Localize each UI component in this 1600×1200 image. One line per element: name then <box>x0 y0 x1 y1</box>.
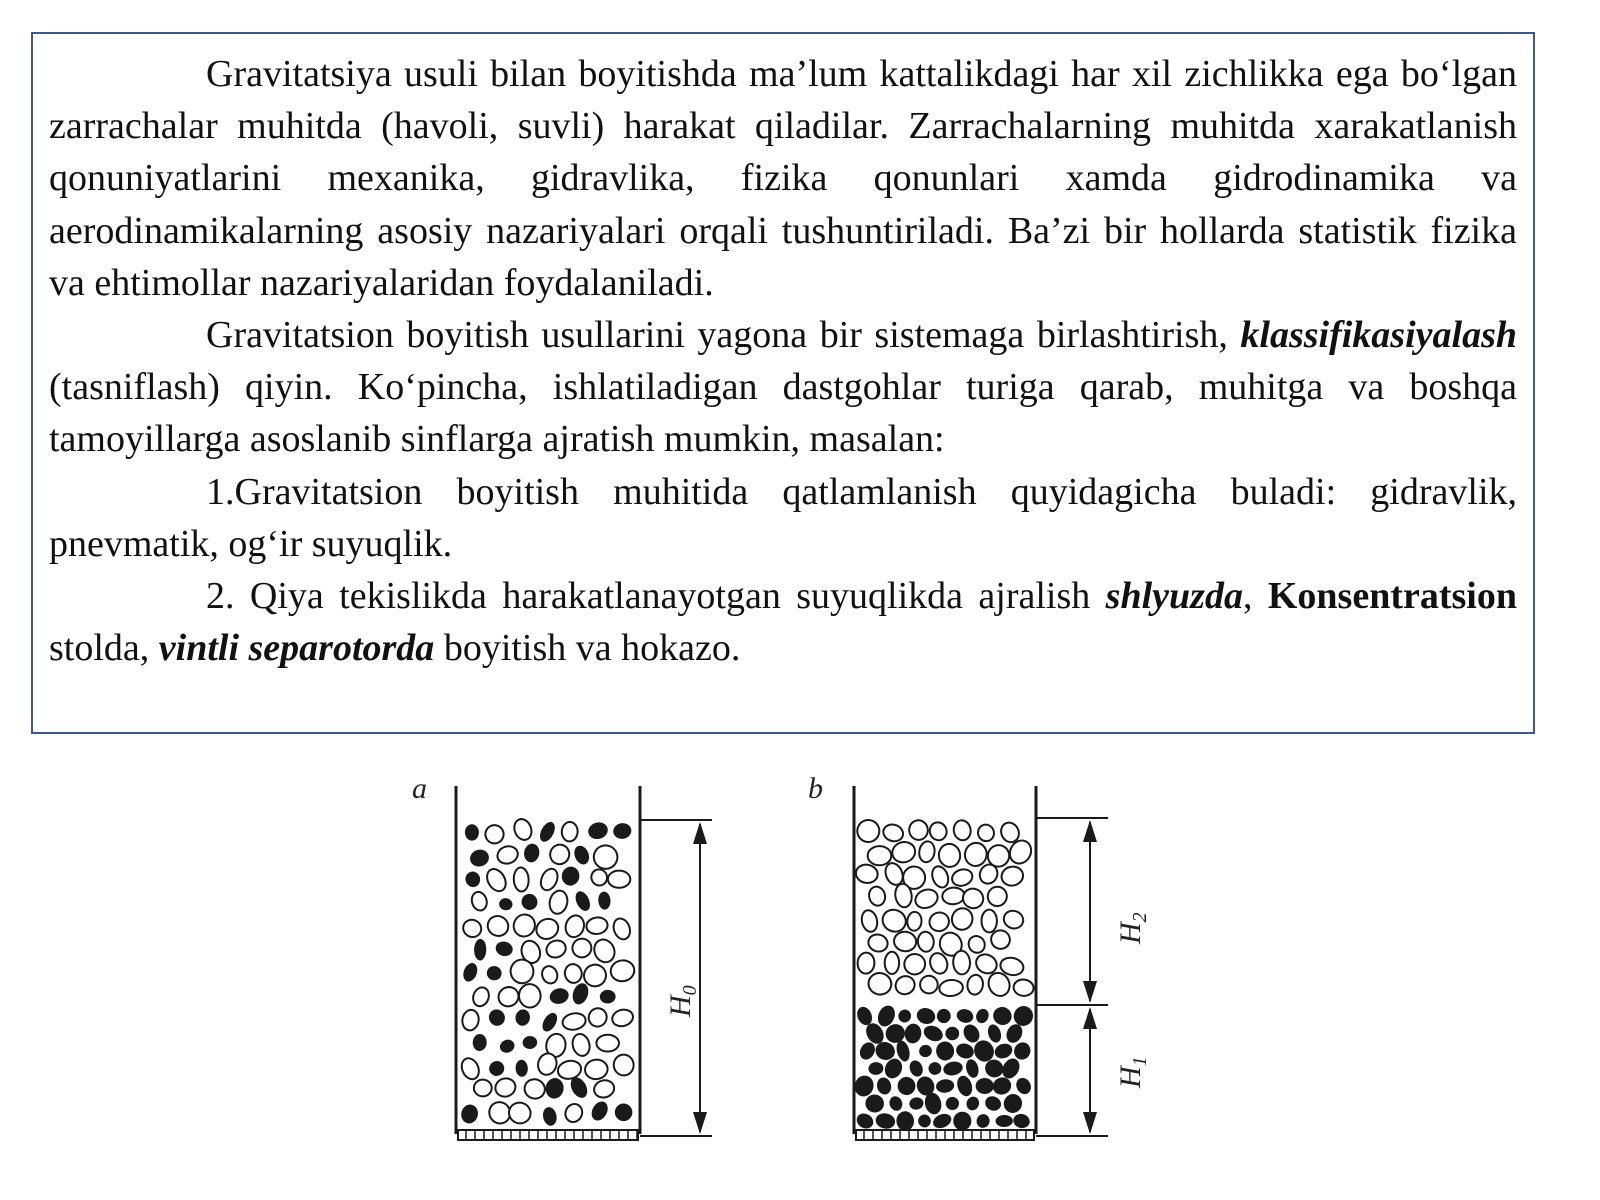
heavy-particle <box>954 1041 976 1061</box>
heavy-particle <box>1013 1075 1033 1096</box>
light-particle <box>547 842 572 867</box>
light-particle <box>518 984 541 1008</box>
heavy-particle <box>945 1027 959 1041</box>
panel-b-letter: b <box>808 772 823 805</box>
heavy-particle <box>888 1094 905 1112</box>
dim-b-upper-arrow-up <box>1083 820 1097 842</box>
light-particle <box>611 916 633 941</box>
heavy-particle <box>572 844 592 867</box>
light-particle <box>471 985 492 1008</box>
heavy-particle <box>986 1023 1004 1045</box>
heavy-particle <box>515 1059 528 1077</box>
heavy-particle <box>461 961 480 984</box>
text-run: stolda, <box>49 627 159 670</box>
light-particle <box>510 911 538 940</box>
heavy-particle <box>927 1060 943 1076</box>
light-particle <box>893 973 918 997</box>
bold-italic-term: shlyuzda <box>1105 575 1243 618</box>
heavy-particle <box>875 1076 893 1096</box>
heavy-particle <box>874 1112 896 1131</box>
heavy-particle <box>854 1111 876 1132</box>
heavy-particle <box>1012 1112 1031 1129</box>
heavy-particle <box>896 1111 914 1131</box>
light-particle <box>513 867 529 892</box>
dim-b-upper-label: $H_2$ <box>1114 912 1151 944</box>
light-particle <box>929 864 951 890</box>
light-particle <box>483 823 506 846</box>
vessel-a-sieve <box>458 1130 638 1140</box>
heavy-particle <box>460 1103 480 1125</box>
paragraph <box>49 466 1517 570</box>
heavy-particle <box>975 1078 994 1095</box>
light-particle <box>854 863 879 885</box>
heavy-particle <box>916 1113 932 1129</box>
light-particle <box>893 931 917 953</box>
heavy-particle <box>955 1074 975 1098</box>
light-particle <box>966 974 984 996</box>
heavy-particle <box>1001 1091 1025 1115</box>
light-particle <box>570 1032 592 1058</box>
heavy-particle <box>598 891 611 910</box>
dim-b-lower-arrow-down <box>1083 1112 1097 1134</box>
light-particle <box>459 1055 482 1081</box>
dim-a-arrow-up <box>693 822 707 844</box>
light-particle <box>908 819 929 841</box>
light-particle <box>563 963 583 985</box>
light-particle <box>1001 908 1025 931</box>
bold-italic-term: klassifikasiyalash <box>1240 314 1517 357</box>
light-particle <box>511 817 534 843</box>
light-particle <box>544 938 568 960</box>
light-particle <box>610 1007 634 1028</box>
text-run: boyitish va hokazo. <box>434 627 741 670</box>
heavy-particle <box>936 1008 951 1023</box>
heavy-particle <box>983 1094 1004 1114</box>
stratification-figure <box>400 772 1160 1172</box>
light-particle <box>919 974 939 994</box>
heavy-particle <box>935 1078 955 1094</box>
paragraph <box>49 570 1517 674</box>
light-particle <box>585 916 608 935</box>
panel-a <box>412 772 712 1140</box>
light-particle <box>937 842 962 868</box>
light-particle <box>483 866 509 895</box>
heavy-particle <box>964 1058 980 1079</box>
vessel-a-particles <box>459 817 636 1128</box>
heavy-particle <box>612 822 632 840</box>
light-particle <box>866 932 889 954</box>
text-run: , <box>1242 575 1268 618</box>
light-particle <box>562 1101 585 1125</box>
light-particle <box>867 885 887 907</box>
heavy-particle <box>573 889 593 913</box>
light-particle <box>927 910 952 934</box>
dim-a-arrow-down <box>693 1112 707 1134</box>
light-particle <box>854 817 882 845</box>
light-particle <box>596 1035 619 1052</box>
light-particle <box>866 971 893 997</box>
light-particle <box>952 819 972 842</box>
light-particle <box>495 844 520 866</box>
light-particle <box>953 950 971 974</box>
text-box <box>31 32 1535 734</box>
figure-svg <box>400 772 1160 1172</box>
light-particle <box>556 1059 583 1081</box>
text-run: (tasniflash) qiyin. Ko‘pincha, ishlatiladigan dastgohlar turiga qarab, muhitga va boshqa tamoyillarga asoslanib sinflarga ajratish mumkin, masalan: <box>49 366 1517 461</box>
heavy-particle <box>944 1095 961 1112</box>
light-particle <box>966 933 988 956</box>
light-particle <box>982 910 997 933</box>
heavy-particle <box>468 847 491 868</box>
light-particle <box>917 931 934 952</box>
panel-a-letter: a <box>412 772 427 805</box>
light-particle <box>569 935 595 960</box>
light-particle <box>586 1005 610 1029</box>
bold-italic-term: vintli separotorda <box>158 627 435 670</box>
heavy-particle <box>498 1038 516 1055</box>
light-particle <box>860 909 880 934</box>
light-particle <box>563 913 587 939</box>
paragraph <box>49 48 1517 309</box>
heavy-particle <box>600 990 616 1004</box>
light-particle <box>885 952 899 974</box>
light-particle <box>939 979 964 997</box>
heavy-particle <box>990 1004 1015 1028</box>
light-particle <box>868 846 892 865</box>
text-run: Gravitatsiya usuli bilan boyitishda ma’lum kattalikdagi har xil zichlikka ega bo‘lgan zarrachalar muhitda (havoli, suvli) harakat qiladilar. Zarrachalarning muhitda xarakatlanish qonuniyatlarini mexanika, gidravlika, fizika qonunlari xamda gidrodinamika va aerodinamikalarning asosiy nazariyalari orqali tushuntiriladi. Ba’zi bir hollarda statistik fizika va ehtimollar nazariyalaridan foydalaniladi. <box>49 53 1517 304</box>
light-particle <box>493 1076 517 1099</box>
heavy-particle <box>908 1096 924 1110</box>
heavy-particle <box>917 1043 933 1059</box>
heavy-particle <box>464 870 483 889</box>
light-particle <box>533 915 561 942</box>
text-run: 2. Qiya tekislikda harakatlanayotgan suyuqlikda ajralish <box>206 575 1106 618</box>
heavy-particle <box>544 1077 565 1100</box>
heavy-particle <box>935 1040 956 1062</box>
dim-b-upper-arrow-down <box>1083 981 1097 1003</box>
light-particle <box>913 886 941 911</box>
light-particle <box>1013 978 1035 997</box>
heavy-particle <box>486 1006 508 1028</box>
heavy-particle <box>541 1106 558 1127</box>
light-particle <box>927 820 949 843</box>
heavy-particle <box>868 1061 884 1075</box>
heavy-particle <box>514 1008 531 1027</box>
light-particle <box>590 842 621 873</box>
light-particle <box>522 1076 548 1101</box>
light-particle <box>507 1100 533 1126</box>
light-particle <box>589 867 610 888</box>
light-particle <box>461 1009 481 1032</box>
heavy-particle <box>953 1112 971 1131</box>
heavy-particle <box>494 940 514 958</box>
light-particle <box>976 822 997 843</box>
heavy-particle <box>896 1007 913 1024</box>
heavy-particle <box>486 1058 507 1078</box>
heavy-particle <box>560 865 581 887</box>
heavy-particle <box>485 964 503 982</box>
heavy-particle <box>975 1113 991 1130</box>
heavy-particle <box>995 1115 1013 1127</box>
light-particle <box>460 917 484 940</box>
heavy-particle <box>586 820 610 841</box>
paragraph <box>49 309 1517 466</box>
light-particle <box>963 841 989 868</box>
heavy-particle <box>472 1034 487 1051</box>
heavy-particle <box>474 939 487 961</box>
vessel-b-sieve <box>856 1130 1034 1140</box>
light-particle <box>470 890 489 912</box>
heavy-particle <box>522 1035 538 1049</box>
heavy-particle <box>864 1093 886 1114</box>
heavy-particle <box>537 820 558 845</box>
light-particle <box>591 936 618 965</box>
heavy-particle <box>974 1007 991 1025</box>
text-run: Gravitatsion boyitish usullarini yagona bir sistemaga birlashtirish, <box>206 314 1241 357</box>
light-particle <box>918 840 936 863</box>
heavy-particle <box>548 986 571 1006</box>
heavy-particle <box>519 891 541 913</box>
dim-b-lower-arrow-up <box>1083 1007 1097 1029</box>
light-particle <box>1000 865 1025 888</box>
heavy-particle <box>921 1023 945 1044</box>
text-run: 1.Gravitatsion boyitish muhitida qatlamlanish quyidagicha buladi: gidravlik, pnevmatik, og‘ir suyuqlik. <box>49 470 1517 565</box>
light-particle <box>592 1078 616 1100</box>
light-particle <box>942 887 966 905</box>
light-particle <box>949 906 975 932</box>
sieve-frame <box>458 1130 638 1140</box>
heavy-particle <box>612 1101 634 1123</box>
heavy-particle <box>540 1010 561 1034</box>
light-particle <box>547 889 569 916</box>
heavy-particle <box>588 1099 611 1124</box>
heavy-particle <box>465 824 479 840</box>
heavy-particle <box>907 1058 925 1078</box>
heavy-particle <box>498 897 513 911</box>
heavy-particle <box>955 1007 975 1024</box>
light-particle <box>907 911 923 931</box>
light-particle <box>857 952 875 974</box>
light-particle <box>561 1011 587 1031</box>
light-particle <box>584 1058 609 1080</box>
bold-term: Konsentratsion <box>1267 575 1517 618</box>
dim-a-label: $H_0$ <box>664 985 701 1017</box>
heavy-particle <box>993 1041 1015 1061</box>
light-particle <box>950 867 975 889</box>
light-particle <box>561 822 578 842</box>
light-particle <box>538 866 561 893</box>
light-particle <box>985 884 1009 908</box>
heavy-particle <box>895 1075 917 1097</box>
dim-b-lower-label: $H_1$ <box>1114 1056 1151 1088</box>
light-particle <box>495 984 521 1010</box>
light-particle <box>474 1079 492 1096</box>
heavy-particle <box>915 1006 937 1027</box>
light-particle <box>881 822 905 844</box>
panel-b <box>808 772 1151 1140</box>
vessel-b-particles <box>852 817 1035 1131</box>
light-particle <box>612 1053 635 1077</box>
light-particle <box>540 964 560 986</box>
light-particle <box>902 952 928 977</box>
heavy-particle <box>903 1023 922 1045</box>
heavy-particle <box>942 1060 964 1077</box>
light-particle <box>890 839 917 864</box>
light-particle <box>609 959 636 984</box>
heavy-particle <box>965 1095 982 1112</box>
light-particle <box>608 871 630 888</box>
light-particle <box>484 912 512 939</box>
heavy-particle <box>523 843 541 864</box>
